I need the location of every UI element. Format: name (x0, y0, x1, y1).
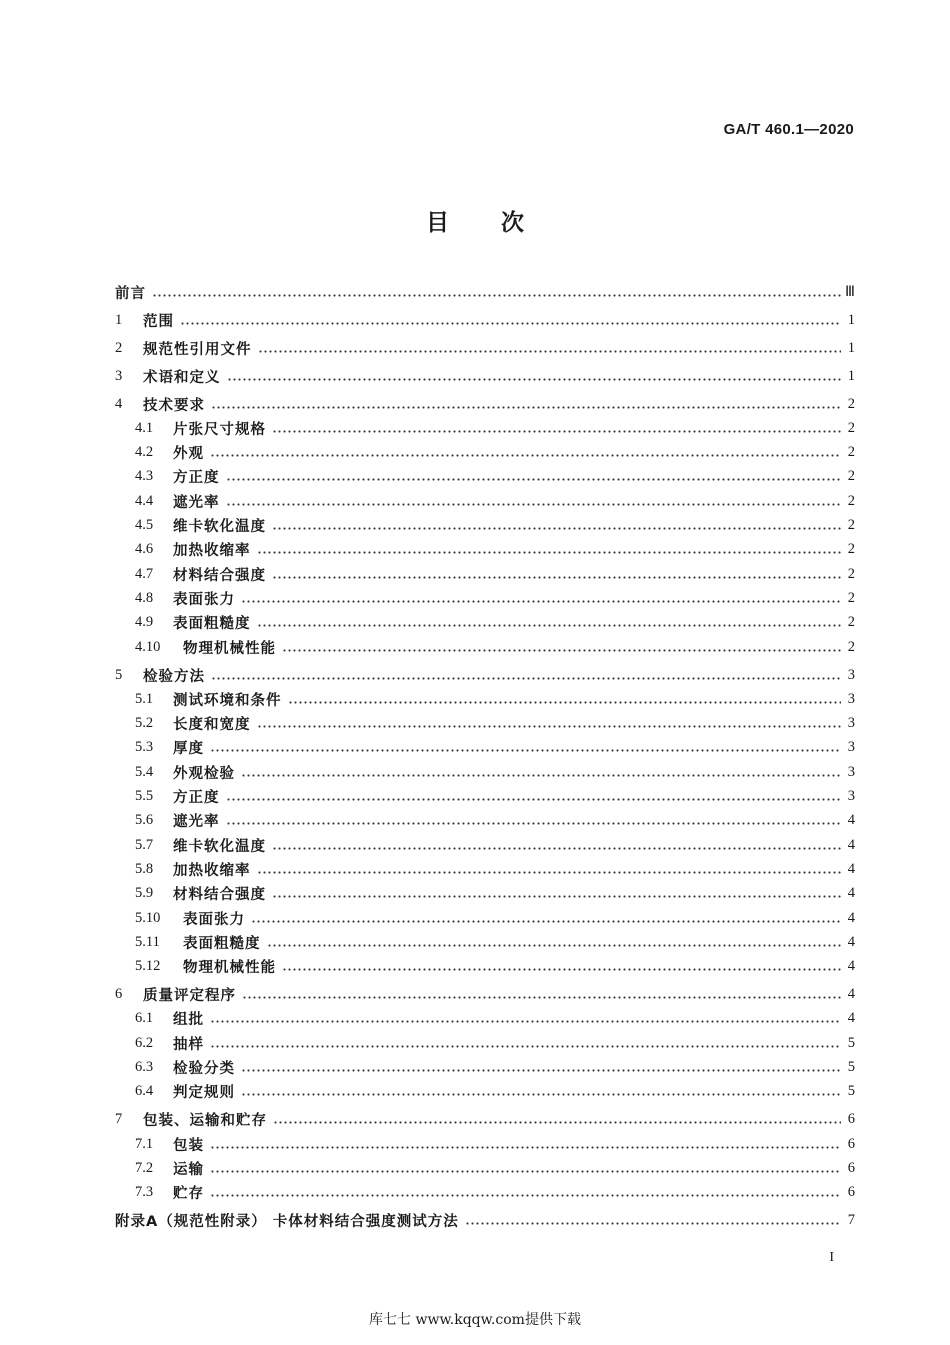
toc-entry[interactable] (115, 611, 855, 635)
toc-leader-dots (272, 576, 841, 579)
toc-entry[interactable] (115, 1080, 855, 1104)
toc-leader-dots (257, 624, 842, 627)
toc-entry-number: 6.4 (135, 1083, 154, 1100)
toc-entry-page: 2 (847, 565, 855, 582)
toc-leader-dots (257, 725, 842, 728)
toc-entry-page: 1 (847, 367, 855, 384)
toc-entry-number: 4.9 (135, 614, 154, 631)
toc-entry[interactable] (115, 489, 855, 513)
toc-entry-label: 外观 (173, 446, 204, 463)
toc-entry-page: 2 (847, 492, 855, 509)
toc-leader-dots (282, 968, 841, 971)
toc-entry-page: 6 (847, 1184, 855, 1201)
toc-entry[interactable] (115, 416, 855, 440)
toc-entry-label: 方正度 (173, 470, 220, 487)
toc-entry-label: 维卡软化温度 (173, 519, 266, 535)
toc-entry[interactable] (115, 635, 855, 659)
toc-entry-page: 2 (847, 589, 855, 606)
toc-entry-label: 检验方法 (143, 668, 205, 685)
toc-leader-dots (288, 701, 842, 704)
toc-entry-number: 7.1 (135, 1135, 154, 1152)
toc-leader-dots (210, 1020, 841, 1023)
toc-leader-dots (226, 478, 842, 481)
toc-entry-label: 维卡软化温度 (173, 838, 266, 855)
toc-leader-dots (180, 322, 841, 325)
toc-entry-page: 4 (847, 860, 855, 877)
title-char-1: 目 (426, 210, 449, 236)
toc-entry-label: 技术要求 (143, 397, 205, 414)
toc-entry-page: 6 (847, 1135, 855, 1152)
toc-entry[interactable] (115, 1031, 855, 1055)
toc-entry[interactable] (115, 857, 855, 881)
toc-leader-dots (257, 551, 842, 554)
toc-leader-dots (210, 1045, 841, 1048)
toc-leader-dots (272, 847, 841, 850)
toc-entry-number: 5.11 (135, 933, 160, 950)
toc-leader-dots (210, 1194, 841, 1197)
toc-entry[interactable] (115, 1181, 855, 1205)
toc-leader-dots (272, 430, 841, 433)
toc-entry-label: 遮光率 (173, 814, 220, 831)
footer-watermark: 库七七 www.kqqw.com提供下载 (369, 1312, 581, 1328)
toc-entry[interactable] (115, 465, 855, 489)
toc-entry-label: 贮存 (173, 1186, 204, 1203)
toc-leader-dots (226, 798, 842, 801)
toc-entry-number: 2 (115, 339, 123, 356)
toc-entry-number: 4.8 (135, 589, 154, 606)
toc-entry-page: 2 (847, 419, 855, 436)
toc-entry-page: 2 (847, 614, 855, 631)
toc-entry-label: 材料结合强度 (173, 887, 266, 904)
toc-entry-label: 运输 (173, 1161, 204, 1178)
toc-entry-number: 6 (115, 986, 123, 1003)
toc-entry-page: 3 (847, 788, 855, 804)
toc-entry-label: 包装、运输和贮存 (143, 1113, 267, 1130)
toc-entry[interactable] (115, 280, 855, 304)
toc-entry-page: 4 (847, 958, 855, 975)
toc-entry-number: 4.3 (135, 468, 154, 485)
toc-entry[interactable] (115, 364, 855, 388)
toc-entry[interactable] (115, 1056, 855, 1080)
toc-leader-dots (210, 454, 841, 457)
toc-entry-label: 表面张力 (183, 911, 245, 928)
toc-entry-label: 抽样 (173, 1036, 204, 1053)
toc-leader-dots (241, 600, 841, 603)
toc-entry-label: 测试环境和条件 (173, 692, 282, 709)
toc-entry-page: 5 (847, 1059, 855, 1075)
toc-entry[interactable] (115, 833, 855, 857)
toc-entry-page: 3 (847, 690, 855, 707)
toc-entry-number: 5.10 (135, 909, 161, 926)
toc-entry-label: 材料结合强度 (173, 567, 266, 584)
toc-entry-page: 5 (847, 1083, 855, 1100)
toc-entry[interactable] (115, 1156, 855, 1180)
toc-entry[interactable] (115, 663, 855, 687)
toc-entry-label: 范围 (143, 313, 174, 330)
toc-entry-number: 5.2 (135, 715, 154, 732)
toc-entry-page: Ⅲ (845, 283, 855, 300)
toc-entry-number: 5 (115, 666, 123, 683)
toc-entry-label: 表面粗糙度 (183, 935, 261, 952)
toc-entry-number: 7 (115, 1111, 123, 1128)
toc-entry-label: 组批 (173, 1012, 204, 1029)
toc-entry[interactable] (115, 983, 855, 1007)
toc-entry-page: 4 (847, 986, 855, 1003)
toc-entry-page: 4 (847, 885, 855, 902)
toc-entry[interactable] (115, 1209, 855, 1233)
toc-entry-page: 6 (847, 1111, 855, 1128)
toc-entry[interactable] (115, 514, 855, 538)
toc-entry-number: 3 (115, 367, 123, 384)
toc-entry[interactable] (115, 1108, 855, 1132)
toc-leader-dots (241, 1093, 841, 1096)
toc-entry-label: 前言 (115, 285, 146, 302)
toc-entry-page: 4 (847, 933, 855, 950)
toc-entry-page: 2 (847, 638, 855, 655)
toc-entry[interactable] (115, 736, 855, 760)
toc-entry[interactable] (115, 809, 855, 833)
toc-entry-page: 4 (847, 836, 855, 853)
toc-entry-label: 厚度 (173, 741, 204, 758)
toc-entry-label: 判定规则 (173, 1085, 235, 1102)
toc-entry-number: 5.12 (135, 958, 161, 975)
toc-leader-dots (258, 350, 842, 353)
toc-leader-dots (242, 996, 841, 999)
toc-entry-page: 6 (847, 1159, 855, 1176)
title-char-2: 次 (501, 210, 524, 236)
toc-entry-number: 5.1 (135, 690, 154, 707)
toc-entry-label: 遮光率 (173, 494, 220, 511)
toc-entry[interactable] (115, 760, 855, 784)
toc-entry-number: 6.1 (135, 1010, 154, 1027)
toc-entry-number: 4 (115, 395, 123, 412)
page-number: I (829, 1250, 834, 1265)
toc-entry-label: 方正度 (173, 790, 220, 806)
toc-leader-dots (257, 871, 842, 874)
toc-entry[interactable] (115, 906, 855, 930)
toc-entry[interactable] (115, 1007, 855, 1031)
toc-entry-number: 6.3 (135, 1059, 154, 1075)
toc-leader-dots (227, 378, 842, 381)
toc-entry-label: 包装 (173, 1137, 204, 1154)
toc-entry-number: 4.2 (135, 444, 154, 461)
toc-entry-label: 外观检验 (173, 765, 235, 782)
toc-leader-dots (210, 1170, 841, 1173)
toc-entry-number: 5.9 (135, 885, 154, 902)
toc-entry-page: 5 (847, 1034, 855, 1051)
toc-leader-dots (272, 895, 841, 898)
toc-entry-page: 2 (847, 395, 855, 412)
toc-entry-page: 4 (847, 909, 855, 926)
toc-entry-label: 加热收缩率 (173, 543, 251, 560)
toc-leader-dots (210, 1146, 841, 1149)
toc-leader-dots (282, 649, 841, 652)
toc-entry-number: 7.3 (135, 1184, 154, 1201)
toc-entry-number: 4.1 (135, 419, 154, 436)
toc-entry-number: 6.2 (135, 1034, 154, 1051)
standard-code: GA/T 460.1—2020 (723, 121, 854, 138)
toc-entry-label: 检验分类 (173, 1061, 235, 1077)
toc-entry-number: 4.7 (135, 565, 154, 582)
toc-entry-label: 附录A（规范性附录） 卡体材料结合强度测试方法 (115, 1214, 459, 1231)
toc-entry-page: 2 (847, 541, 855, 558)
toc-entry-number: 5.3 (135, 739, 154, 756)
toc-entry-label: 物理机械性能 (183, 640, 276, 657)
toc-entry-label: 物理机械性能 (183, 960, 276, 977)
toc-leader-dots (251, 920, 841, 923)
toc-leader-dots (241, 774, 841, 777)
toc-entry[interactable] (115, 538, 855, 562)
toc-entry[interactable] (115, 955, 855, 979)
toc-leader-dots (152, 294, 841, 297)
toc-entry[interactable] (115, 712, 855, 736)
toc-entry-label: 表面粗糙度 (173, 616, 251, 633)
toc-entry-label: 加热收缩率 (173, 862, 251, 879)
toc-entry-page: 1 (847, 339, 855, 356)
toc-leader-dots (267, 944, 842, 947)
toc-entry-number: 1 (115, 311, 123, 328)
toc-entry-page: 3 (847, 763, 855, 780)
toc-entry[interactable] (115, 308, 855, 332)
toc-entry[interactable] (115, 785, 855, 809)
toc-entry-label: 质量评定程序 (143, 988, 236, 1005)
toc-entry-page: 7 (847, 1212, 855, 1229)
toc-entry[interactable] (115, 687, 855, 711)
toc-entry[interactable] (115, 336, 855, 360)
toc-entry-number: 5.6 (135, 812, 154, 829)
toc-entry-label: 规范性引用文件 (143, 341, 252, 358)
toc-entry-page: 3 (847, 715, 855, 732)
toc-entry-page: 4 (847, 1010, 855, 1027)
toc-entry-page: 2 (847, 444, 855, 461)
toc-entry-page: 1 (847, 311, 855, 328)
toc-entry-number: 4.6 (135, 541, 154, 558)
toc-entry-number: 4.4 (135, 492, 154, 509)
toc-leader-dots (226, 822, 842, 825)
toc-leader-dots (210, 749, 841, 752)
toc-leader-dots (241, 1069, 841, 1072)
toc-leader-dots (226, 503, 842, 506)
toc-entry-page: 2 (847, 517, 855, 533)
toc-entry[interactable] (115, 882, 855, 906)
toc-entry-page: 4 (847, 812, 855, 829)
toc-leader-dots (211, 406, 841, 409)
toc-entry-number: 5.4 (135, 763, 154, 780)
toc-entry[interactable] (115, 392, 855, 416)
toc-entry-label: 长度和宽度 (173, 717, 251, 734)
toc-entry-page: 3 (847, 739, 855, 756)
page-title (0, 204, 950, 237)
toc-entry-page: 3 (847, 666, 855, 683)
toc-entry-number: 5.7 (135, 836, 154, 853)
toc-entry-label: 表面张力 (173, 591, 235, 608)
toc-entry-number: 4.10 (135, 638, 161, 655)
toc-entry[interactable] (115, 562, 855, 586)
toc-entry-page: 2 (847, 468, 855, 485)
toc-leader-dots (465, 1222, 841, 1225)
toc-entry-number: 5.5 (135, 788, 154, 804)
toc-leader-dots (273, 1121, 841, 1124)
toc-entry-number: 7.2 (135, 1159, 154, 1176)
toc-entry[interactable] (115, 930, 855, 954)
toc-entry[interactable] (115, 1132, 855, 1156)
toc-entry-label: 术语和定义 (143, 369, 221, 386)
toc-leader-dots (211, 677, 841, 680)
toc-entry[interactable] (115, 441, 855, 465)
toc-leader-dots (272, 527, 841, 530)
toc-entry[interactable] (115, 586, 855, 610)
toc-entry-number: 5.8 (135, 860, 154, 877)
toc-entry-number: 4.5 (135, 517, 154, 533)
toc-entry-label: 片张尺寸规格 (173, 421, 266, 438)
